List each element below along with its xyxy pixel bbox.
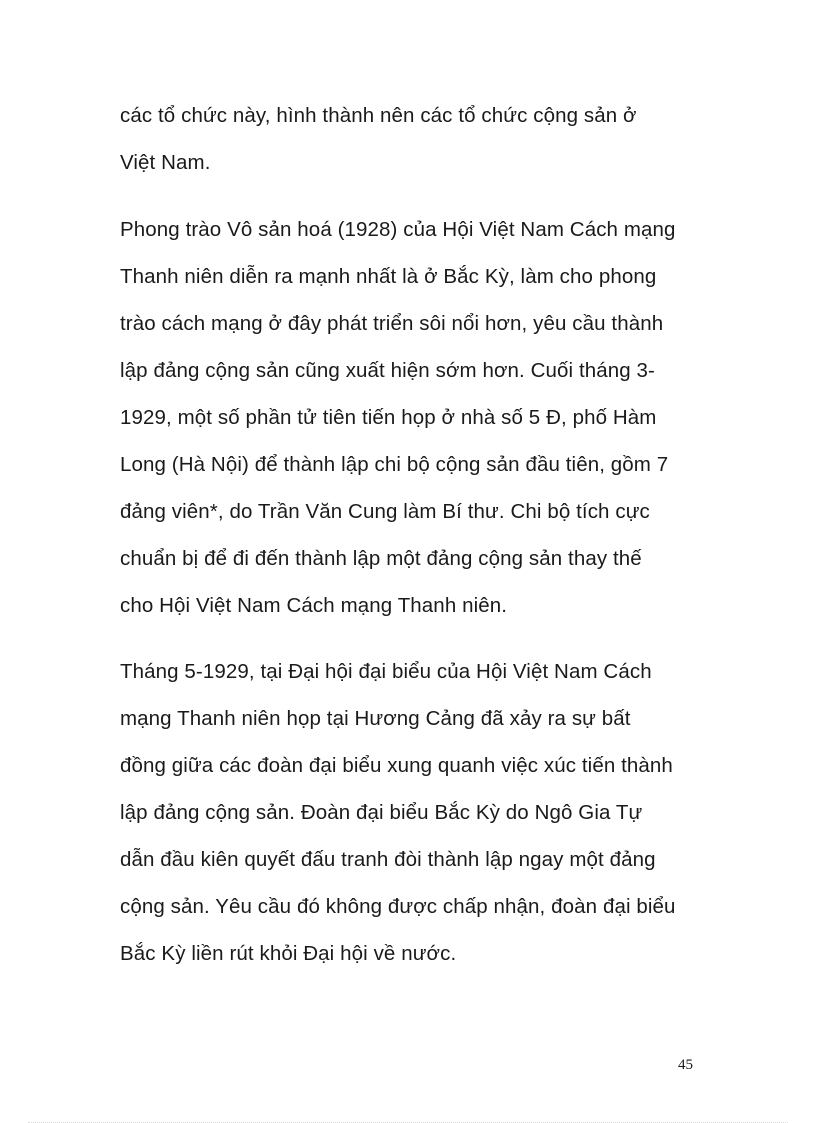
text-line: Bắc Kỳ liền rút khỏi Đại hội về nước. — [120, 942, 457, 965]
text-line: cộng sản. Yêu cầu đó không được chấp nhận, đoàn đại biểu — [120, 895, 676, 918]
text-line: mạng Thanh niên họp tại Hương Cảng đã xảy ra sự bất — [120, 707, 631, 730]
text-line: Việt Nam. — [120, 151, 211, 174]
text-line: 1929, một số phần tử tiên tiến họp ở nhà số 5 Đ, phố Hàm — [120, 406, 657, 429]
text-line: chuẩn bị để đi đến thành lập một đảng cộng sản thay thế — [120, 547, 642, 570]
text-line: lập đảng cộng sản cũng xuất hiện sớm hơn. Cuối tháng 3- — [120, 359, 655, 382]
text-line: đảng viên*, do Trần Văn Cung làm Bí thư. Chi bộ tích cực — [120, 500, 650, 523]
text-line: Tháng 5-1929, tại Đại hội đại biểu của Hội Việt Nam Cách — [120, 660, 652, 683]
text-line: Phong trào Vô sản hoá (1928) của Hội Việt Nam Cách mạng — [120, 218, 676, 241]
text-line: lập đảng cộng sản. Đoàn đại biểu Bắc Kỳ do Ngô Gia Tự — [120, 801, 643, 824]
text-line: các tổ chức này, hình thành nên các tổ chức cộng sản ở — [120, 104, 637, 127]
text-line: Long (Hà Nội) để thành lập chi bộ cộng sản đầu tiên, gồm 7 — [120, 453, 669, 476]
text-line: dẫn đầu kiên quyết đấu tranh đòi thành lập ngay một đảng — [120, 848, 656, 871]
page-number: 45 — [678, 1057, 693, 1073]
text-line: Thanh niên diễn ra mạnh nhất là ở Bắc Kỳ, làm cho phong — [120, 265, 657, 288]
text-line: đồng giữa các đoàn đại biểu xung quanh việc xúc tiến thành — [120, 754, 673, 777]
text-line: cho Hội Việt Nam Cách mạng Thanh niên. — [120, 594, 508, 617]
text-line: trào cách mạng ở đây phát triển sôi nổi hơn, yêu cầu thành — [120, 312, 664, 335]
